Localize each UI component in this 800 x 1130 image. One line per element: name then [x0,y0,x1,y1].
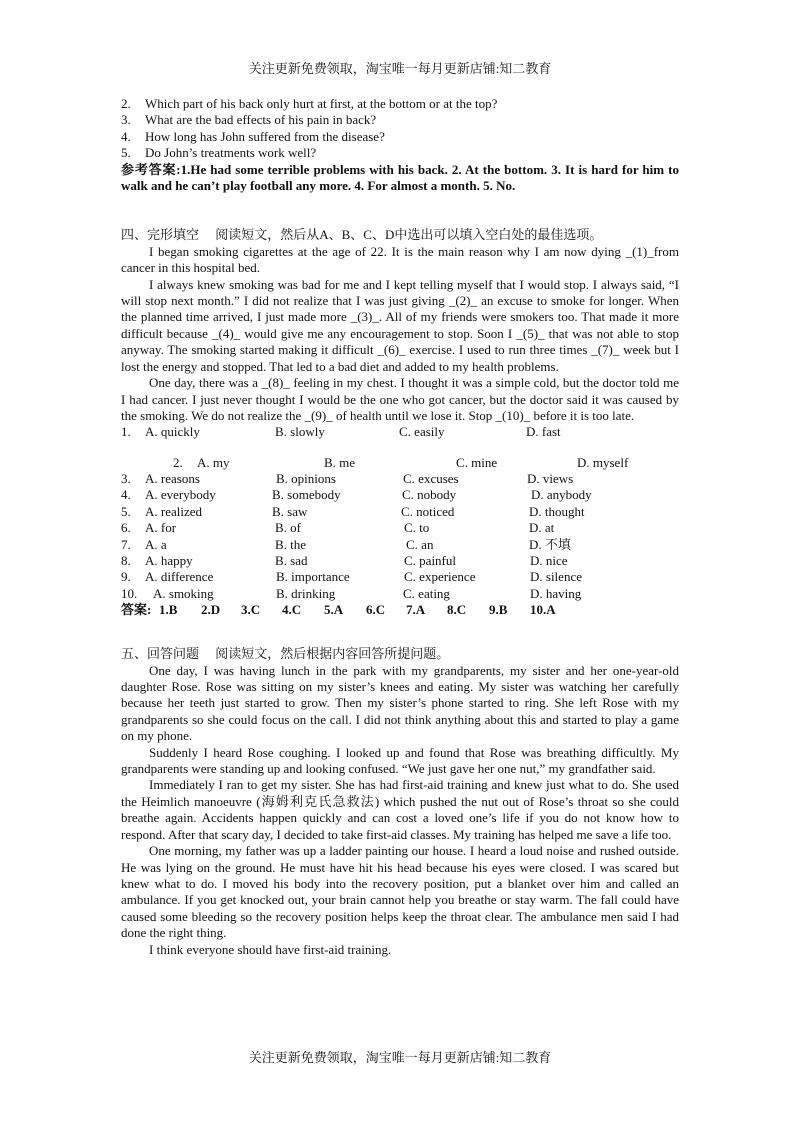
passage-paragraph: One day, I was having lunch in the park with my grandparents, my sister and her one-year-old daughter Rose. Rose was sitting on my sister’s knees and eating. My sister was watching her carefully because her teeth just started to grow. Then my sister’s phone started to ring. She left Rose with my grandparents so she could focus on the call. I did not think anything about this and started to play a game on my phone. [121,662,679,744]
option-row: 9. A. difference B. importance C. experience D. silence [121,569,582,585]
option-row: 3. A. reasons B. opinions C. excuses D. views [121,471,574,487]
option-row: 7. A. a B. the C. an D. 不填 [121,536,571,552]
question-item: 2. Which part of his back only hurt at first, at the bottom or at the top? [121,96,498,111]
passage-paragraph: One morning, my father was up a ladder painting our house. I heard a loud noise and rushed outside. He was lying on the ground. He must have hit his head because his eyes were closed. I was scared but knew what to do. I moved his body into the recovery position, put a blanket over him and called an ambulance. If you get knocked out, your brain cannot help you breathe or stay warm. The fall could have caused some bleeding so the recovery position helps keep the throat clear. The ambulance men said I had done the right thing. [121,843,679,941]
option-row: 5. A. realized B. saw C. noticed D. thought [121,503,585,519]
section-title-cloze: 四、完形填空 阅读短文，然后从A、B、C、D中选出可以填入空白处的最佳选项。 [121,227,603,243]
page-footer: 关注更新免费领取，淘宝唯一每月更新店铺:知二教育 [248,1050,552,1065]
passage-paragraph: I began smoking cigarettes at the age of 22. It is the main reason why I am now dying _(1)_from cancer in this hospital bed. [121,243,679,276]
option-list [121,424,679,602]
option-row: 2. A. my B. me C. mine D. myself [173,454,629,470]
option-row: 1. A. quickly B. slowly C. easily D. fast [121,424,561,440]
question-item: 5. Do John’s treatments work well? [121,145,317,161]
option-row: 4. A. everybody B. somebody C. nobody D. anybody [121,487,592,503]
question-item: 3. What are the bad effects of his pain in back? [121,112,377,128]
document-body [121,96,679,958]
option-row: 8. A. happy B. sad C. painful D. nice [121,553,568,569]
passage-paragraph: One day, there was a _(8)_ feeling in my chest. I thought it was a simple cold, but the doctor told me I had cancer. I just never thought I would be the one who got cancer, but the doctor said it was caused by the smoking. We do not realize the _(9)_ of health until we lose it. Stop _(10)_ before it is too late. [121,375,679,423]
passage-paragraph: I always knew smoking was bad for me and I kept telling myself that I would stop. I always said, “I will stop next month.” I did not realize that I was just giving _(2)_ an excuse to smoke for longer. When the planned time arrived, I just made more _(3)_. All of my friends were smokers too. That made it more difficult because _(4)_ would give me any encouragement to stop. Soon I _(5)_ that was not able to stop anyway. The smoking started making it difficult _(6)_ exercise. I used to run three times _(7)_ week but I lost the energy and stopped. That led to a bad diet and added to my health problems. [121,276,679,374]
passage-paragraph: Immediately I ran to get my sister. She has had first-aid training and knew just what to do. She used the Heimlich manoeuvre (海姆利克氏急救法) which pushed the nut out of Rose’s throat so she could breathe again. Accidents happen quickly and can cost a loved one’s life if you do not know how to respond. After that scary day, I decided to take first-aid classes. My training has helped me save a life too. [121,777,679,842]
page-header: 关注更新免费领取，淘宝唯一每月更新店铺:知二教育 [248,61,552,76]
option-row: 10. A. smoking B. drinking C. eating D. having [121,585,582,601]
option-row: 6. A. for B. of C. to D. at [121,520,555,536]
reference-answer: 参考答案:1.He had some terrible problems with his back. 2. At the bottom. 3. It is hard for him to walk and he can’t play football any more. 4. For almost a month. 5. No. [121,161,679,194]
passage-paragraph: Suddenly I heard Rose coughing. I looked up and found that Rose was breathing difficultly. My grandparents were standing up and looking confused. “We just gave her one nut,” my grandfather said. [121,744,679,777]
passage-paragraph: I think everyone should have first-aid training. [149,941,392,957]
cloze-answers: 答案: 1.B 2.D 3.C 4.C 5.A 6.C 7.A 8.C 9.B 10.A [121,602,556,618]
prev-question-list [121,96,679,162]
question-item: 4. How long has John suffered from the disease? [121,128,385,144]
section-title-questions: 五、回答问题 阅读短文，然后根据内容回答所提问题。 [121,646,450,662]
